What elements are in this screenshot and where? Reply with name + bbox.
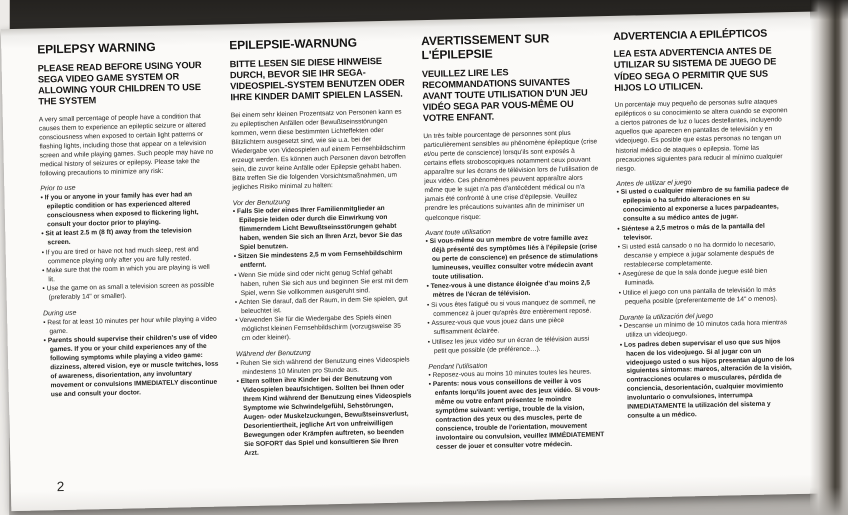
list-item: • Tenez-vous à une distance éloignée d'au moins 2,5 mètres de l'écran de télévision. <box>426 280 601 302</box>
section-heading: Vor der Benutzung <box>232 198 290 207</box>
list-item: • Achten Sie darauf, daß der Raum, in dem Sie spielen, gut beleuchtet ist. <box>235 295 410 317</box>
list-item: • Utilice el juego con una pantalla de televisión lo más pequeña posible (preferentemente de 14" o menos). <box>619 286 794 308</box>
intro-paragraph: Un porcentaje muy pequeño de personas sufre ataques epilépticos o su conocimiento se altera cuando se exponen a ciertos patrones de luz o luces destellantes, incluyendo aquellos que aparecen en pantallas de televisión y en videojuego. Es posible que estas personas no tengan un historial médico de ataques o epilepsia. Tome las precauciones siguientes para reducir al mínimo cualquier riesgo. <box>614 98 788 173</box>
list-item: • Sitzen Sie mindestens 2,5 m vom Fernsehbildschirm entfernt. <box>234 250 409 272</box>
list-item: • Falls Sie oder eines Ihrer Familienmitglieder an Epilepsie leiden oder durch die Einwirkung von flimmerndem Licht Bewußtseinsstörungen gehabt haben, wenden Sie sich an Ihren Arzt, bevor Sie das Spiel benutzen. <box>233 204 409 253</box>
list-item: • Rest for at least 10 minutes per hour while playing a video game. <box>43 315 218 337</box>
precaution-list <box>616 185 794 307</box>
book-spine-shadow <box>810 0 848 515</box>
list-item: • Descanse un mínimo de 10 minutos cada hora mientras utiliza un videojuego. <box>619 319 794 341</box>
page-title: ADVERTENCIA A EPILÉPTICOS <box>613 27 768 43</box>
list-item: • Siéntese a 2,5 metros o más de la pantalla del televisor. <box>617 222 792 244</box>
page-title: EPILEPSY WARNING <box>37 39 156 57</box>
list-item: • Verwenden Sie für die Wiedergabe des Spiels einen möglichst kleinen Fernsehbildschirm (vorzugsweise 35 cm oder kleiner). <box>235 314 411 345</box>
list-item: • Use the game on as small a television screen as possible (preferably 14" or smaller). <box>42 282 217 304</box>
list-item: • Si vous êtes fatigué ou si vous manquez de sommeil, ne commencez à jouer qu'après être entièrement reposé. <box>427 298 602 320</box>
precaution-list <box>40 190 217 303</box>
intro-paragraph: Un très faible pourcentage de personnes sont plus particulièrement sensibles au phénomène épileptique (crise et/ou perte de conscience) lorsqu'ils sont exposés à certains effets stroboscopiques notamment ceux pouvant apparaître sur les écrans de télévision lors de l'utilisation de jeux vidéo. Ces phénomènes peuvent apparaître alors même que le sujet n'a pas d'antécédent médical ou n'a jamais été confronté à une crise d'épilepsie. Veuillez prendre les précautions suivantes afin de minimiser un quelconque risque: <box>423 129 599 222</box>
page-title: EPILEPSIE-WARNUNG <box>229 35 358 53</box>
list-item: • Reposez-vous au moins 10 minutes toutes les heures. <box>428 368 603 381</box>
column-french <box>421 31 605 455</box>
list-item: • Los padres deben supervisar el uso que sus hijos hacen de los videojuego. Si al jugar con un videojuego usted o sus hijos presentan alguno de los siguientes síntomas: mareos, alteración de la visión, contracciones oculares o musculares, pérdida de conciencia, desorientación, cualquier movimiento involuntario o convulsiones, interrumpa INMEDIATAMENTE la utilización del sistema y consulte a un médico. <box>620 338 797 422</box>
precaution-list <box>236 356 413 459</box>
page-title: AVERTISSEMENT SUR L'ÉPILEPSIE <box>421 31 550 62</box>
precaution-list <box>43 315 220 400</box>
intro-paragraph: Bei einem sehr kleinen Prozentsatz von Personen kann es zu epileptischen Anfällen oder Bewußtseinsstörungen kommen, wenn diese bestimmten Lichteffekten oder Blitzlichtern ausgesetzt sind, wie sie u.a. bei der Wiedergabe von Videospielen auf einem Fernsehbildschirm erzeugt werden. Es können auch Personen davon betroffen sein, die zuvor keine Anfälle oder Epilepsie gehabt haben. Bitte treffen Sie die folgenden Vorsichtsmaßnahmen, um jegliches Risiko minimal zu halten: <box>230 108 406 192</box>
page-number: 2 <box>56 479 65 495</box>
precaution-list <box>426 234 604 356</box>
list-item: • Asegúrese de que la sala donde juegue esté bien iluminada. <box>618 267 793 289</box>
section-heading: Prior to use <box>40 185 76 193</box>
column-english <box>37 40 221 464</box>
page-content <box>1 11 848 465</box>
list-item: • If you are tired or have not had much sleep, rest and commence playing only after you are fully rested. <box>42 245 217 267</box>
list-item: • Si vous-même ou un membre de votre famille avez déjà présenté des symptômes liés à l'épilepsie (crise ou perte de conscience) en présence de stimulations lumineuses, veuillez consulter votre médecin avant toute utilisation. <box>426 234 602 283</box>
section-heading: During use <box>42 309 77 318</box>
list-item: • Parents should supervise their children's use of video games. If you or your child experiences any of the following symptoms while playing a video game: dizziness, altered vision, eye or muscle twitches, loss of awareness, disorientation, any involuntary movement or convulsions IMMEDIATELY discontinue use and consult your doctor. <box>44 334 220 400</box>
list-item: • If you or anyone in your family has ever had an epileptic condition or has experienced altered consciousness when exposed to flickering light, consult your doctor prior to playing. <box>40 190 216 230</box>
list-item: • Eltern sollten ihre Kinder bei der Benutzung von Videospielen beaufsichtigen. Sollten bei Ihnen oder Ihrem Kind während der Benutzung eines Videospiels Symptome wie Schwindelgefühl, Sehstörungen, Augen- oder Muskelzuckungen, Bewußtseinsverlust, Desorientiertheit, jegliche Art von unfreiwilligen Bewegungen oder Krämpfen auftreten, so beenden Sie SOFORT das Spiel und konsultieren Sie Ihren Arzt. <box>237 375 414 459</box>
precaution-list <box>619 319 796 422</box>
list-item: • Si usted está cansado o no ha dormido lo necesario, descanse y empiece a jugar solamente después de restablecerse completamente. <box>618 240 794 271</box>
list-item: • Parents: nous vous conseillons de veiller à vos enfants lorqu'ils jouent avec des jeux vidéo. Si vous-même ou votre enfant présentez le moindre symptôme suivant: vertige, trouble de la vision, contraction des yeux ou des muscles, perte de conscience, trouble de l'orientation, mouvement involontaire ou convulsion, veuillez IMMÉDIATEMENT cesser de jouer et consulter votre médecin. <box>429 378 606 453</box>
column-german <box>229 35 413 459</box>
precaution-list <box>428 368 605 453</box>
section-heading: Während der Benutzung <box>235 349 311 359</box>
manual-page-scan <box>1 11 848 511</box>
list-item: • Make sure that the room in which you are playing is well lit. <box>42 264 217 286</box>
list-item: • Utilisez les jeux vidéo sur un écran de télévision aussi petit que possible (de préférence…). <box>428 335 603 357</box>
column-subtitle: LEA ESTA ADVERTENCIA ANTES DE UTILIZAR SU SISTEMA DE JUEGO DE VÍDEO SEGA O PERMITIR QUE SUS HIJOS LO UTILICEN. <box>613 45 777 93</box>
list-item: • Wenn Sie müde sind oder nicht genug Schlaf gehabt haben, ruhen Sie sich aus und beginnen Sie erst mit dem Spiel, wenn Sie vollkommen ausgeruht sind. <box>234 268 410 299</box>
column-subtitle: BITTE LESEN SIE DIESE HINWEISE DURCH, BEVOR SIE IHR SEGA-VIDEOSPIEL-SYSTEM BENUTZEN ODER IHRE KINDER DAMIT SPIELEN LASSEN. <box>229 55 405 103</box>
column-subtitle: PLEASE READ BEFORE USING YOUR SEGA VIDEO GAME SYSTEM OR ALLOWING YOUR CHILDREN TO USE THE SYSTEM <box>37 59 202 107</box>
column-subtitle: VEUILLEZ LIRE LES RECOMMANDATIONS SUIVANTES AVANT TOUTE UTILISATION D'UN JEU VIDÉO SEGA PAR VOUS-MÊME OU VOTRE ENFANT. <box>421 66 588 124</box>
section-heading: Pendant l'utilisation <box>428 362 488 371</box>
section-heading: Avant toute utilisation <box>425 228 491 237</box>
list-item: • Ruhen Sie sich während der Benutzung eines Videospiels mindestens 10 Minuten pro Stunde aus. <box>236 356 411 378</box>
intro-paragraph: A very small percentage of people have a condition that causes them to experience an epileptic seizure or altered consciousness when exposed to certain light patterns or flashing lights, including those that appear on a television screen and while playing games. Such people may have no medical history of seizures or epilepsy. Please take the following precautions to minimize any risk: <box>38 112 214 178</box>
precaution-list <box>233 204 411 344</box>
list-item: • Si usted o cualquier miembro de su familia padece de epilepsia o ha sufrido alteraciones en su conocimiento al exponerse a luces parpadeantes, consulte a su médico antes de jugar. <box>616 185 792 225</box>
list-item: • Assurez-vous que vous jouez dans une pièce suffisamment éclairée. <box>427 316 602 338</box>
list-item: • Sit at least 2.5 m (8 ft) away from the television screen. <box>41 227 216 249</box>
section-heading: Antes de utilizar el juego <box>616 179 692 188</box>
section-heading: Durante la utilización del juego <box>619 312 714 322</box>
column-spanish <box>613 27 797 451</box>
